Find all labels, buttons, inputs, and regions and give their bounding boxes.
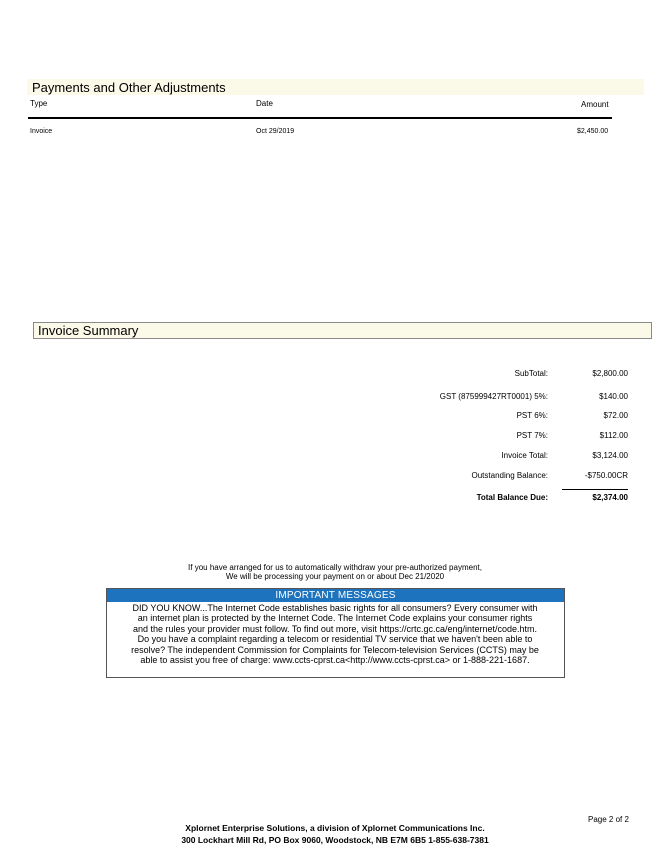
summary-row-outstanding-balance	[380, 471, 628, 483]
payment-notice	[120, 563, 550, 581]
important-messages-title: IMPORTANT MESSAGES	[107, 589, 564, 602]
summary-row-total-balance-due	[380, 493, 628, 505]
summary-row-pst7	[380, 431, 628, 443]
summary-value: $2,800.00	[592, 369, 628, 378]
summary-label: Invoice Total:	[501, 451, 548, 460]
summary-label: SubTotal:	[514, 369, 548, 378]
message-line: able to assist you free of charge: www.ccts-cprst.ca<http://www.ccts-cprst.ca> or 1-888-221-1687.	[140, 655, 530, 666]
summary-value: $112.00	[599, 431, 628, 440]
message-line: and the rules your provider must follow. To find out more, visit https://crtc.gc.ca/eng/internet/code.htm.	[132, 623, 538, 634]
footer-line: Xplornet Enterprise Solutions, a division of Xplornet Communications Inc.	[185, 823, 485, 833]
summary-value: $140.00	[599, 392, 628, 401]
summary-label: Total Balance Due:	[476, 493, 548, 502]
column-header-amount: Amount	[581, 100, 609, 109]
message-line: Do you have a complaint regarding a telecom or residential TV service that we haven't been able to	[137, 634, 533, 645]
notice-line: If you have arranged for us to automatically withdraw your pre-authorized payment,	[188, 563, 482, 572]
payment-date: Oct 29/2019	[256, 128, 295, 135]
payment-type: Invoice	[30, 128, 53, 135]
message-line: DID YOU KNOW...The Internet Code establishes basic rights for all consumers? Every consumer with	[132, 603, 538, 613]
message-line: resolve? The independent Commission for Complaints for Telecom-television Services (CCTS) may be	[131, 644, 539, 655]
summary-label: PST 7%:	[516, 431, 548, 440]
summary-value: $2,374.00	[592, 493, 628, 502]
message-line: an internet plan is protected by the Internet Code. The Internet Code explains your consumer rights	[137, 613, 533, 624]
important-messages-body	[109, 603, 561, 665]
company-footer	[100, 822, 570, 846]
column-header-type: Type	[30, 99, 48, 108]
total-rule	[562, 489, 628, 490]
summary-value: $3,124.00	[592, 451, 628, 460]
invoice-summary-title: Invoice Summary	[38, 323, 139, 338]
summary-row-subtotal	[380, 369, 628, 381]
summary-value: $72.00	[603, 411, 628, 420]
notice-line: We will be processing your payment on or about Dec 21/2020	[225, 572, 445, 581]
payments-header-rule	[28, 117, 612, 119]
payments-title: Payments and Other Adjustments	[32, 80, 226, 95]
summary-row-invoice-total	[380, 451, 628, 463]
footer-line: 300 Lockhart Mill Rd, PO Box 9060, Woodstock, NB E7M 6B5 1-855-638-7381	[181, 835, 489, 845]
summary-row-gst	[380, 392, 628, 404]
page-number: Page 2 of 2	[588, 815, 629, 824]
payment-amount: $2,450.00	[577, 128, 609, 135]
summary-label: PST 6%:	[516, 411, 548, 420]
summary-row-pst6	[380, 411, 628, 423]
summary-label: Outstanding Balance:	[471, 471, 548, 480]
summary-label: GST (875999427RT0001) 5%:	[439, 392, 548, 401]
summary-value: -$750.00CR	[584, 471, 628, 480]
column-header-date: Date	[256, 99, 273, 108]
